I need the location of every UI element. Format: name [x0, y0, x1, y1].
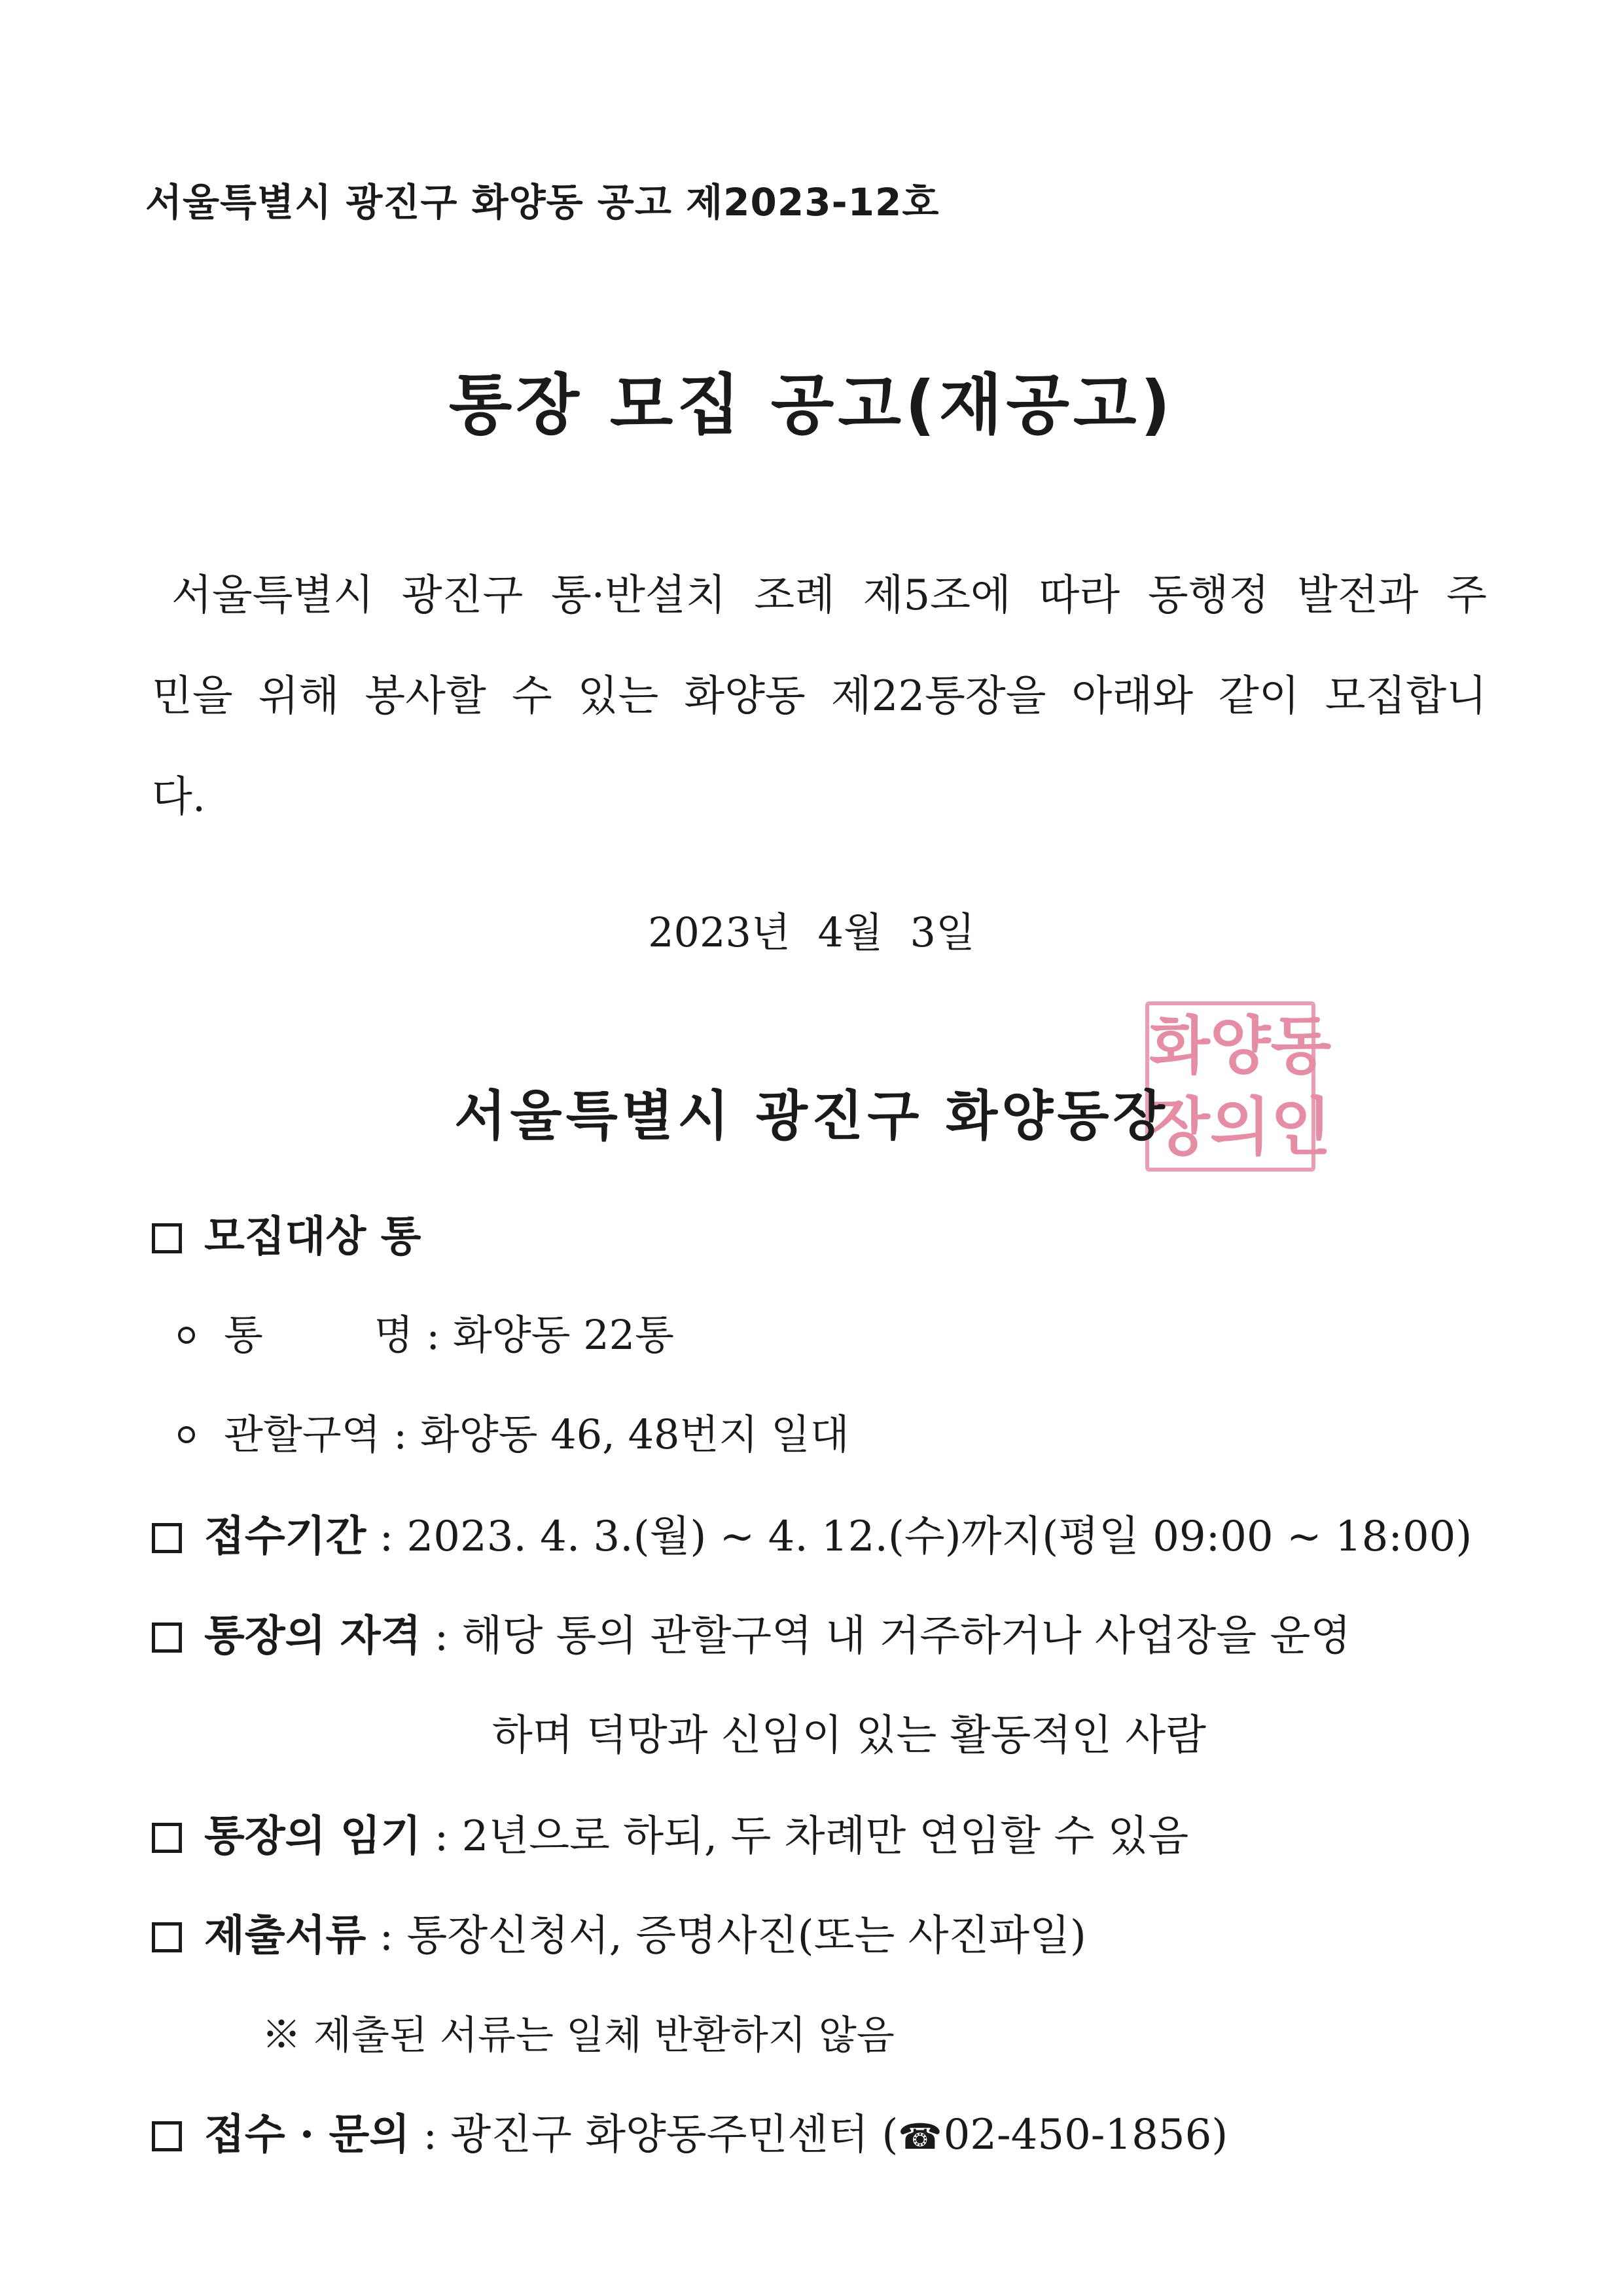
target-area-label: 관할구역	[224, 1410, 381, 1458]
seal-char: 양	[1209, 1009, 1271, 1083]
bullet-circle-icon	[178, 1327, 195, 1344]
target-area-value: : 화양동 46, 48번지 일대	[393, 1410, 849, 1458]
body-line-2: 민을 위해 봉사할 수 있는 화양동 제22통장을 아래와 같이 모집합니	[152, 672, 1487, 721]
documents-value: : 통장신청서, 증명사진(또는 사진파일)	[379, 1912, 1086, 1960]
target-name-value: : 화양동 22통	[426, 1311, 674, 1359]
term-value: : 2년으로 하되, 두 차례만 연임할 수 있음	[434, 1812, 1189, 1861]
qualification-line-2: 하며 덕망과 신임이 있는 활동적인 사람	[492, 1712, 1206, 1760]
section-heading: 접수기간	[204, 1512, 366, 1561]
seal-char: 장	[1149, 1090, 1210, 1164]
period-value: : 2023. 4. 3.(월) ~ 4. 12.(수)까지(평일 09:00 ~ 18:00)	[379, 1513, 1472, 1561]
seal-char: 의	[1209, 1090, 1271, 1164]
checkbox-icon	[152, 2121, 182, 2151]
notice-date: 2023년 4월 3일	[648, 908, 975, 956]
section-heading: 접수 · 문의	[204, 2110, 410, 2159]
checkbox-icon	[152, 1823, 182, 1853]
target-name-row	[178, 1302, 674, 1361]
section-target	[152, 1203, 421, 1263]
section-heading: 제출서류	[204, 1911, 366, 1960]
section-heading: 모집대상 통	[204, 1212, 421, 1261]
target-name-label: 통 명	[224, 1311, 414, 1359]
contact-phone: 02-450-1856)	[943, 2111, 1228, 2159]
seal-char: 동	[1270, 1009, 1332, 1083]
section-term	[152, 1803, 1188, 1863]
phone-icon: ☎	[898, 2116, 942, 2157]
notice-number: 서울특별시 광진구 화양동 공고 제2023-12호	[145, 180, 940, 224]
page-title: 통장 모집 공고(재공고)	[448, 367, 1175, 443]
documents-note: ※ 제출된 서류는 일체 반환하지 않음	[262, 2013, 895, 2058]
seal-char: 화	[1149, 1009, 1210, 1083]
body-line-3: 다.	[152, 773, 206, 821]
qualification-value: : 해당 통의 관할구역 내 거주하거나 사업장을 운영	[434, 1612, 1351, 1660]
section-heading: 통장의 임기	[204, 1812, 421, 1861]
section-documents	[152, 1902, 1086, 1962]
section-heading: 통장의 자격	[204, 1611, 421, 1660]
checkbox-icon	[152, 1523, 182, 1553]
target-area-row	[178, 1402, 849, 1460]
issuer: 서울특별시 광진구 화양동장	[454, 1085, 1169, 1147]
checkbox-icon	[152, 1223, 182, 1253]
section-qualification	[152, 1602, 1351, 1662]
bullet-circle-icon	[178, 1426, 195, 1443]
contact-value: : 광진구 화양동주민센터 (	[423, 2111, 899, 2159]
section-contact	[152, 2101, 1228, 2161]
checkbox-icon	[152, 1623, 182, 1653]
section-period	[152, 1503, 1472, 1563]
seal-char: 인	[1270, 1090, 1332, 1164]
checkbox-icon	[152, 1922, 182, 1952]
body-line-1: 서울특별시 광진구 통·반설치 조례 제5조에 따라 동행정 발전과 주	[171, 571, 1487, 620]
